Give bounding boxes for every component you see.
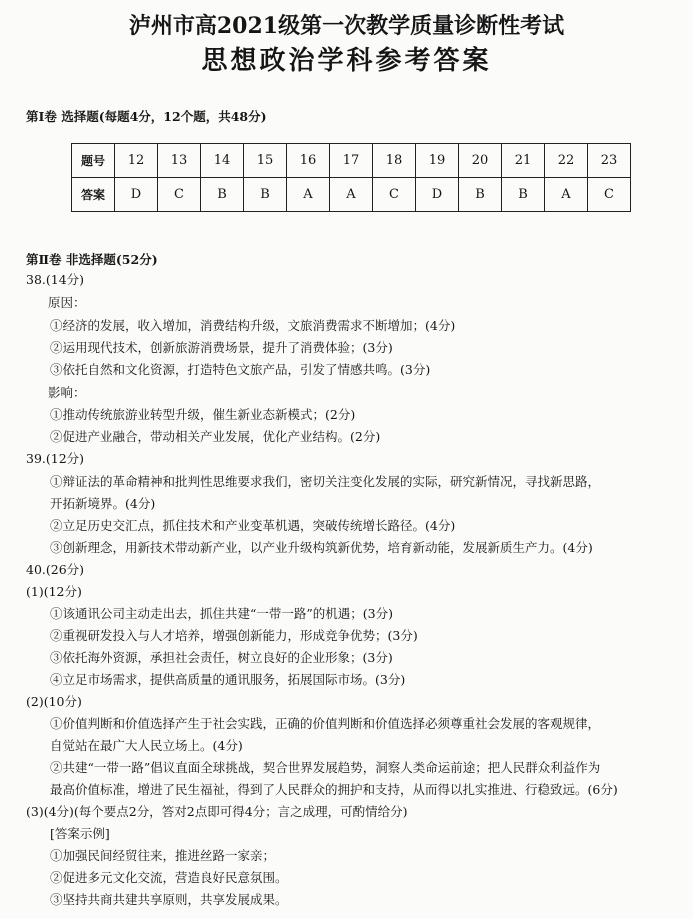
part2-heading: 第Ⅱ卷 非选择题(52分) — [26, 252, 158, 267]
answer-cell: A — [287, 178, 330, 212]
answer-point-continued: 自觉站在最广大人民立场上。(4分) — [50, 738, 243, 753]
answer-subheading: 原因： — [48, 295, 86, 310]
answer-point: ①价值判断和价值选择产生于社会实践，正确的价值判断和价值选择必须尊重社会发展的客观规律， — [50, 716, 601, 731]
subquestion-heading: (1)(12分) — [26, 584, 82, 599]
answer-point: ①经济的发展，收入增加，消费结构升级，文旅消费需求不断增加；(4分) — [50, 318, 456, 333]
answer-subheading: 影响： — [48, 385, 86, 400]
question-38-heading: 38.(14分) — [26, 272, 85, 287]
answer-point: ③坚持共商共建共享原则，共享发展成果。 — [50, 892, 288, 907]
answer-cell: B — [201, 178, 244, 212]
question-number: 16 — [287, 144, 330, 178]
answer-cell: B — [502, 178, 545, 212]
table-row-label: 答案 — [72, 178, 115, 212]
answer-point: ②共建“一带一路”倡议直面全球挑战，契合世界发展趋势，洞察人类命运前途；把人民群众利益作为 — [50, 760, 601, 775]
answer-point: ②重视研发投入与人才培养，增强创新能力，形成竞争优势；(3分) — [50, 628, 418, 643]
answer-cell: B — [459, 178, 502, 212]
question-number: 12 — [115, 144, 158, 178]
answer-example-label: [答案示例] — [50, 826, 110, 841]
part1-heading: 第Ⅰ卷 选择题(每题4分，12个题，共48分) — [26, 109, 267, 124]
answer-cell: D — [416, 178, 459, 212]
question-number: 15 — [244, 144, 287, 178]
answer-table — [71, 143, 631, 212]
subquestion-heading: (2)(10分) — [26, 694, 82, 709]
exam-title: 泸州市高2021级第一次教学质量诊断性考试 — [128, 13, 565, 39]
answer-point: ①推动传统旅游业转型升级，催生新业态新模式；(2分) — [50, 407, 356, 422]
answer-point: ①加强民间经贸往来，推进丝路一家亲； — [50, 848, 276, 863]
question-number: 22 — [545, 144, 588, 178]
table-row-label: 题号 — [72, 144, 115, 178]
answer-cell: C — [373, 178, 416, 212]
exam-subtitle: 思想政治学科参考答案 — [201, 46, 492, 76]
question-number: 20 — [459, 144, 502, 178]
answer-point: ①该通讯公司主动走出去，抓住共建“一带一路”的机遇；(3分) — [50, 606, 393, 621]
table-row-numbers — [72, 144, 631, 178]
answer-cell: A — [330, 178, 373, 212]
answer-point: ③依托自然和文化资源，打造特色文旅产品，引发了情感共鸣。(3分) — [50, 362, 431, 377]
question-number: 13 — [158, 144, 201, 178]
question-number: 19 — [416, 144, 459, 178]
answer-cell: C — [158, 178, 201, 212]
answer-point: ①辩证法的革命精神和批判性思维要求我们，密切关注变化发展的实际，研究新情况，寻找新思路， — [50, 474, 601, 489]
table-row-answers — [72, 178, 631, 212]
question-40-heading: 40.(26分) — [26, 562, 85, 577]
answer-cell: D — [115, 178, 158, 212]
subquestion-heading: (3)(4分)(每个要点2分，答对2点即可得4分；言之成理，可酌情给分) — [26, 804, 408, 819]
answer-point: ③依托海外资源，承担社会责任，树立良好的企业形象；(3分) — [50, 650, 393, 665]
answer-point: ②运用现代技术，创新旅游消费场景，提升了消费体验；(3分) — [50, 340, 393, 355]
answer-point: ②立足历史交汇点，抓住技术和产业变革机遇，突破传统增长路径。(4分) — [50, 518, 456, 533]
question-number: 21 — [502, 144, 545, 178]
answer-point: ④立足市场需求，提供高质量的通讯服务，拓展国际市场。(3分) — [50, 672, 406, 687]
question-number: 14 — [201, 144, 244, 178]
answer-point: ②促进产业融合，带动相关产业发展，优化产业结构。(2分) — [50, 429, 381, 444]
answer-point-continued: 最高价值标准，增进了民生福祉，得到了人民群众的拥护和支持，从而得以扎实推进、行稳致远。(6分) — [50, 782, 618, 797]
answer-cell: A — [545, 178, 588, 212]
answer-cell: B — [244, 178, 287, 212]
answer-point-continued: 开拓新境界。(4分) — [50, 496, 156, 511]
question-number: 17 — [330, 144, 373, 178]
question-number: 23 — [588, 144, 631, 178]
question-number: 18 — [373, 144, 416, 178]
answer-point: ②促进多元文化交流，营造良好民意氛围。 — [50, 870, 288, 885]
question-39-heading: 39.(12分) — [26, 451, 85, 466]
answer-cell: C — [588, 178, 631, 212]
answer-point: ③创新理念，用新技术带动新产业，以产业升级构筑新优势，培育新动能，发展新质生产力。(4分) — [50, 540, 593, 555]
